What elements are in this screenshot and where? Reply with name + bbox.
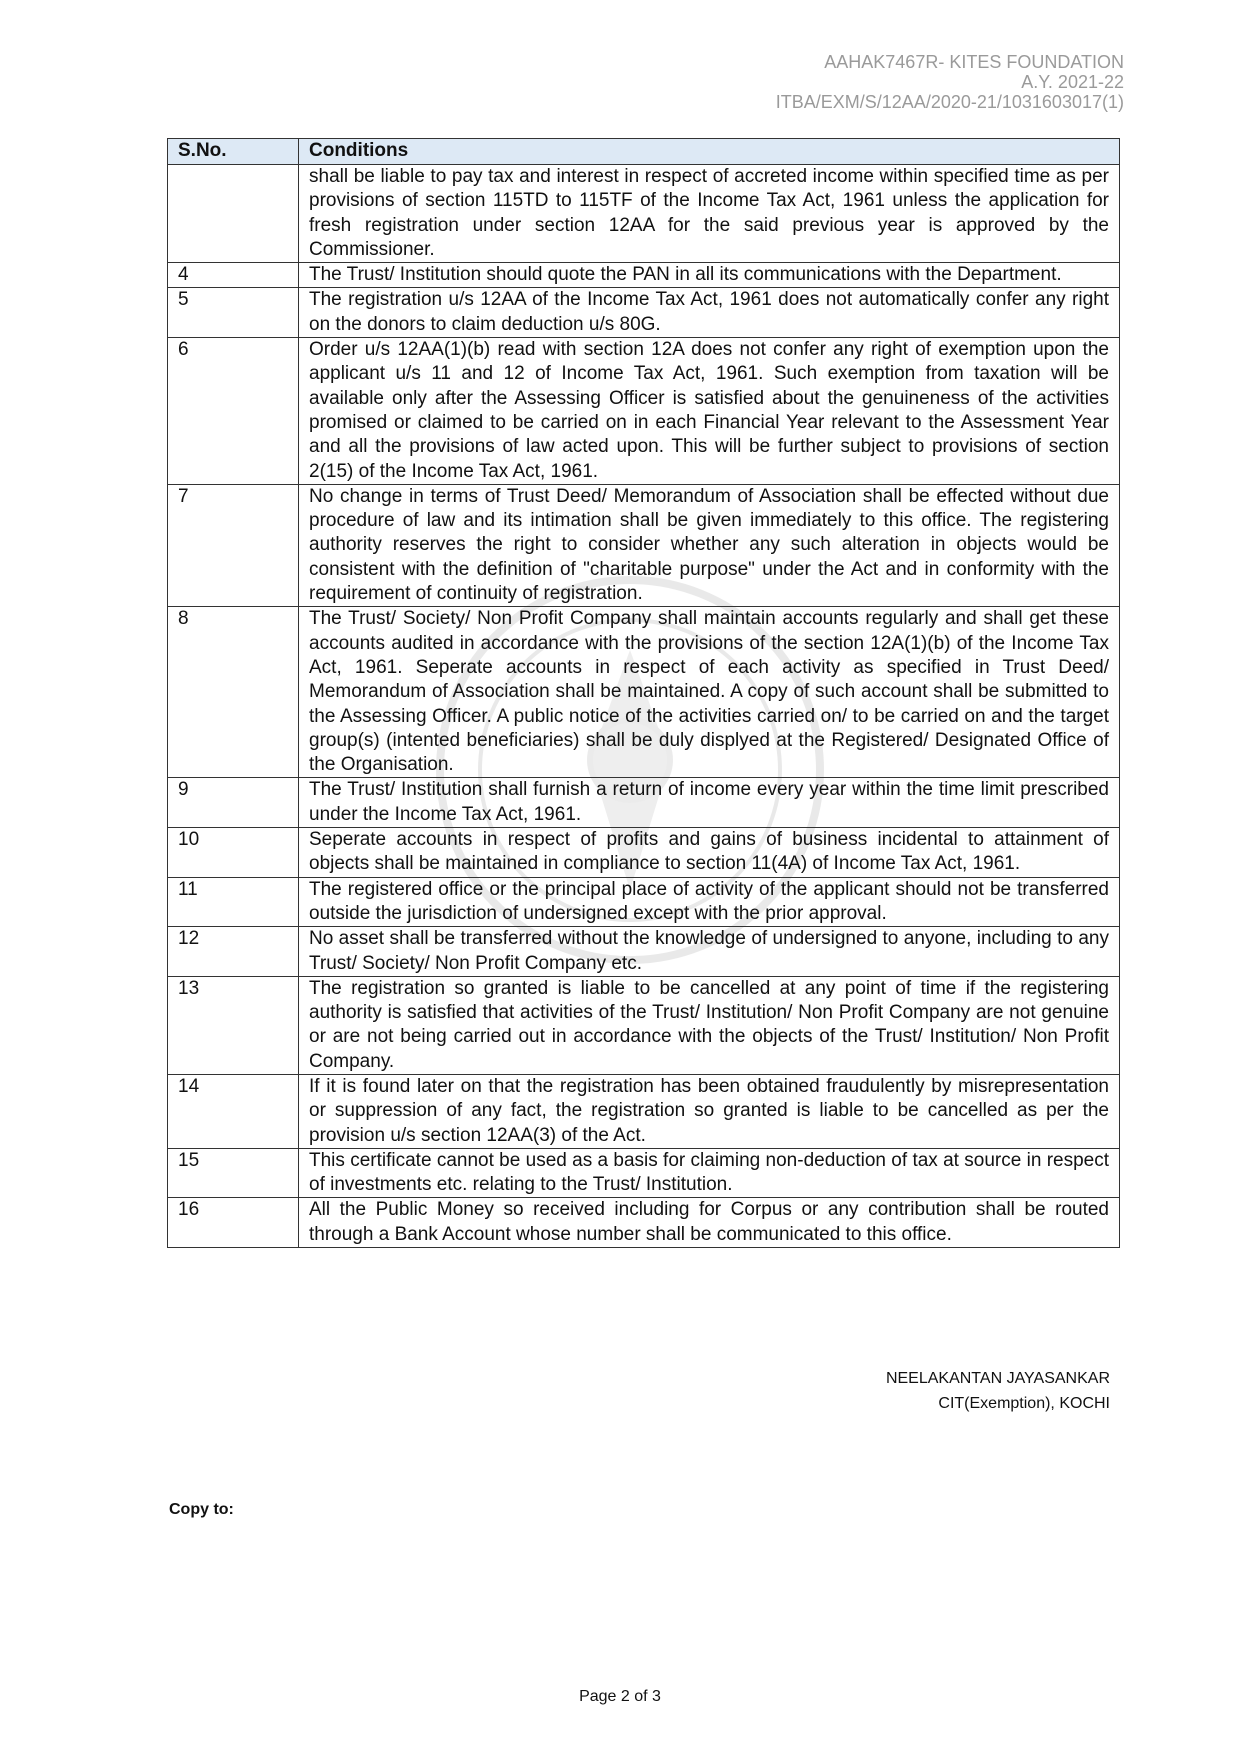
table-row [168,338,1120,485]
header-reference-number: ITBA/EXM/S/12AA/2020-21/1031603017(1) [775,92,1124,112]
row-number: 12 [168,927,299,977]
table-row [168,1148,1120,1198]
signatory-designation: CIT(Exemption), KOCHI [938,1395,1110,1412]
row-condition-text: shall be liable to pay tax and interest in respect of accreted income within specified time as per provisions of section 115TD to 115TF of the Income Tax Act, 1961 unless the application for fresh registration under section 12AA for the said previous year is approved by the Commissioner. [299,165,1120,263]
row-condition-text: No change in terms of Trust Deed/ Memorandum of Association shall be effected without due procedure of law and its intimation shall be given immediately to this office. The registering authority reserves the right to consider whether any such alteration in objects would be consistent with the definition of "charitable purpose" under the Act and in conformity with the requirement of continuity of registration. [299,484,1120,606]
row-number: 13 [168,976,299,1074]
header-pan-org: AAHAK7467R- KITES FOUNDATION [824,52,1124,72]
signatory-name: NEELAKANTAN JAYASANKAR [885,1370,1110,1387]
row-condition-text: If it is found later on that the registration has been obtained fraudulently by misrepresentation or suppression of any fact, the registration so granted is liable to be cancelled as per the provision u/s section 12AA(3) of the Act. [299,1074,1120,1148]
table-row [168,607,1120,778]
row-condition-text: All the Public Money so received including for Corpus or any contribution shall be routed through a Bank Account whose number shall be communicated to this office. [299,1198,1120,1248]
row-number [168,165,299,263]
row-number: 9 [168,778,299,828]
header-assessment-year: A.Y. 2021-22 [1021,72,1124,92]
copy-to-label: Copy to: [169,1501,234,1518]
table-row [168,1074,1120,1148]
row-condition-text: No asset shall be transferred without the knowledge of undersigned to anyone, including to any Trust/ Society/ Non Profit Company etc. [299,927,1120,977]
table-row [168,165,1120,263]
row-number: 7 [168,484,299,606]
table-row [168,263,1120,288]
conditions-table [167,138,1120,1248]
signature-block [886,1366,1110,1416]
row-condition-text: Seperate accounts in respect of profits and gains of business incidental to attainment of objects shall be maintained in compliance to section 11(4A) of Income Tax Act, 1961. [299,828,1120,878]
row-condition-text: The registered office or the principal place of activity of the applicant should not be transferred outside the jurisdiction of undersigned except with the prior approval. [299,877,1120,927]
row-number: 8 [168,607,299,778]
table-row [168,778,1120,828]
row-condition-text: The Trust/ Society/ Non Profit Company shall maintain accounts regularly and shall get these accounts audited in accordance with the provisions of the section 12A(1)(b) of the Income Tax Act, 1961. Seperate accounts in respect of each activity as specified in Trust Deed/ Memorandum of Association shall be maintained. A copy of such account shall be submitted to the Assessing Officer. A public notice of the activities carried on/ to be carried on and the target group(s) (intented beneficiaries) shall be duly displyed at the Registered/ Designated Office of the Organisation. [299,607,1120,778]
header-conditions: Conditions [299,139,1120,165]
row-number: 11 [168,877,299,927]
row-condition-text: Order u/s 12AA(1)(b) read with section 12A does not confer any right of exemption upon the applicant u/s 11 and 12 of Income Tax Act, 1961. Such exemption from taxation will be available only after the Assessing Officer is satisfied about the genuineness of the activities promised or claimed to be carried on in each Financial Year relevant to the Assessment Year and all the provisions of law acted upon. This will be further subject to provisions of section 2(15) of the Income Tax Act, 1961. [299,338,1120,485]
row-number: 14 [168,1074,299,1148]
row-condition-text: The Trust/ Institution should quote the PAN in all its communications with the Department. [299,263,1120,288]
table-row [168,877,1120,927]
table-row [168,976,1120,1074]
table-row [168,1198,1120,1248]
table-row [168,828,1120,878]
row-number: 5 [168,288,299,338]
row-condition-text: The registration so granted is liable to be cancelled at any point of time if the registering authority is satisfied that activities of the Trust/ Institution/ Non Profit Company are not genuine or are not being carried out in accordance with the objects of the Trust/ Institution/ Non Profit Company. [299,976,1120,1074]
document-header [776,52,1124,112]
table-row [168,484,1120,606]
table-row [168,927,1120,977]
row-number: 4 [168,263,299,288]
row-number: 6 [168,338,299,485]
row-condition-text: The Trust/ Institution shall furnish a return of income every year within the time limit prescribed under the Income Tax Act, 1961. [299,778,1120,828]
page-number: Page 2 of 3 [579,1688,661,1705]
row-number: 10 [168,828,299,878]
row-condition-text: The registration u/s 12AA of the Income Tax Act, 1961 does not automatically confer any right on the donors to claim deduction u/s 80G. [299,288,1120,338]
table-row [168,288,1120,338]
table-header-row [168,139,1120,165]
row-condition-text: This certificate cannot be used as a basis for claiming non-deduction of tax at source in respect of investments etc. relating to the Trust/ Institution. [299,1148,1120,1198]
header-sno: S.No. [168,139,299,165]
row-number: 16 [168,1198,299,1248]
row-number: 15 [168,1148,299,1198]
